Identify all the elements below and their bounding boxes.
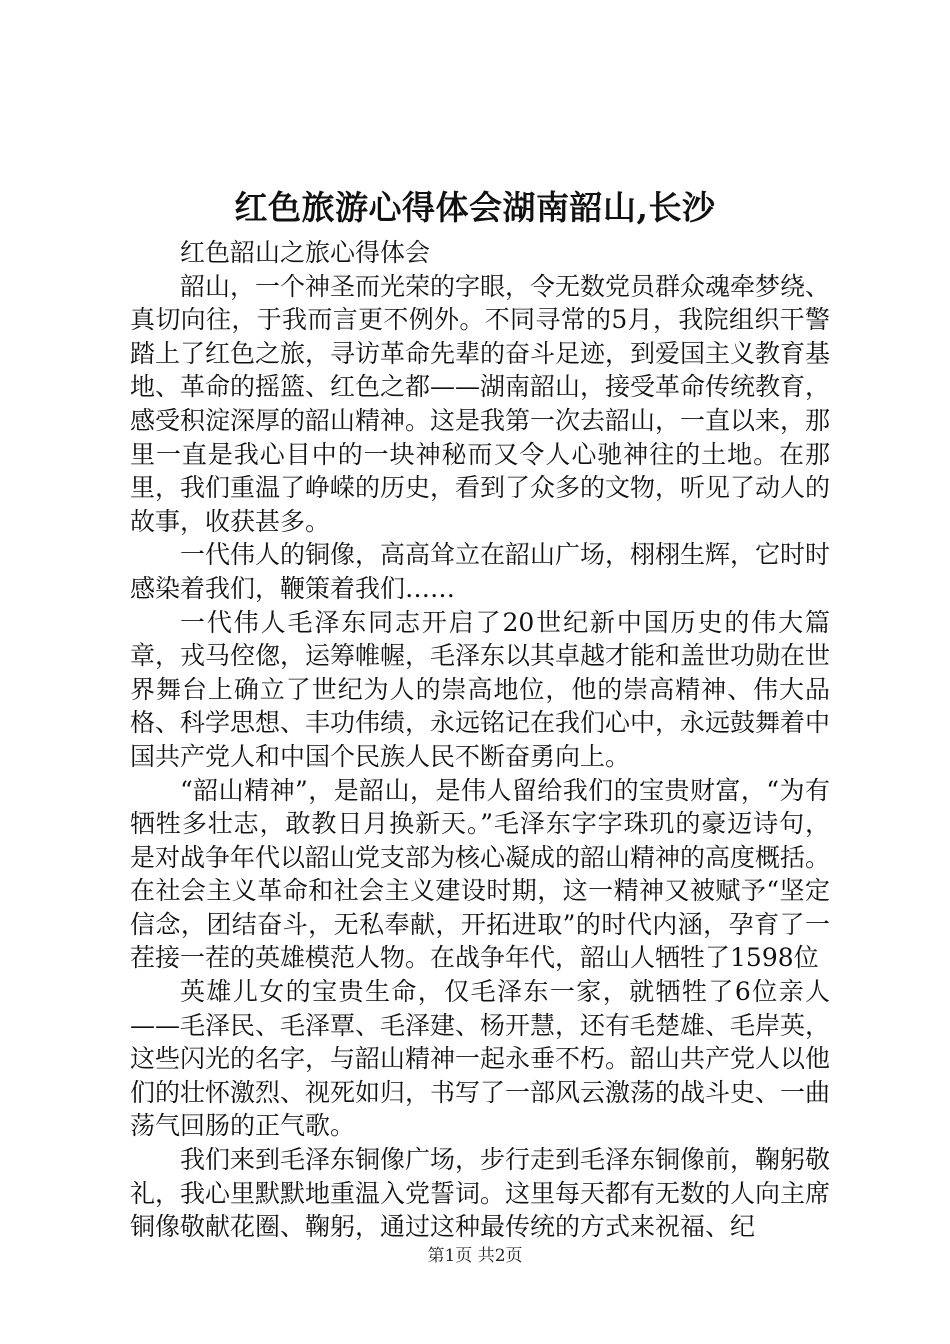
document-body	[130, 236, 830, 1244]
page-number-footer: 第1页 共2页	[427, 1246, 523, 1266]
paragraph: “韶山精神”，是韶山，是伟人留给我们的宝贵财富，“为有牺牲多壮志，敢教日月换新天。”毛泽东字字珠玑的豪迈诗句，是对战争年代以韶山党支部为核心凝成的韶山精神的高度概括。在社会主义革命和社会主义建设时期，这一精神又被赋予“坚定信念，团结奋斗，无私奉献，开拓进取”的时代内涵，孕育了一茬接一茬的英雄模范人物。在战争年代，韶山人牺牲了1598位	[130, 775, 831, 973]
paragraph: 英雄儿女的宝贵生命，仅毛泽东一家，就牺牲了6位亲人——毛泽民、毛泽覃、毛泽建、杨开慧，还有毛楚雄、毛岸英，这些闪光的名字，与韶山精神一起永垂不朽。韶山共产党人以他们的壮怀激烈、视死如归，书写了一部风云激荡的战斗史、一曲荡气回肠的正气歌。	[130, 977, 831, 1141]
paragraph: 一代伟人的铜像，高高耸立在韶山广场，栩栩生辉，它时时感染着我们，鞭策着我们……	[130, 540, 831, 603]
paragraph-subtitle: 红色韶山之旅心得体会	[180, 238, 431, 267]
paragraph: 一代伟人毛泽东同志开启了20世纪新中国历史的伟大篇章，戎马倥偬，运筹帷幄，毛泽东以其卓越才能和盖世功勋在世界舞台上确立了世纪为人的崇高地位，他的崇高精神、伟大品格、科学思想、丰功伟绩，永远铭记在我们心中，永远鼓舞着中国共产党人和中国个民族人民不断奋勇向上。	[130, 607, 831, 771]
paragraph: 韶山，一个神圣而光荣的字眼，令无数党员群众魂牵梦绕、真切向往，于我而言更不例外。不同寻常的5月，我院组织干警踏上了红色之旅，寻访革命先辈的奋斗足迹，到爱国主义教育基地、革命的摇篮、红色之都——湖南韶山，接受革命传统教育，感受积淀深厚的韶山精神。这是我第一次去韶山，一直以来，那里一直是我心目中的一块神秘而又令人心驰神往的土地。在那里，我们重温了峥嵘的历史，看到了众多的文物，听见了动人的故事，收获甚多。	[130, 271, 831, 536]
paragraph: 我们来到毛泽东铜像广场，步行走到毛泽东铜像前，鞠躬敬礼，我心里默默地重温入党誓词。这里每天都有无数的人向主席铜像敬献花圈、鞠躬，通过这种最传统的方式来祝福、纪	[130, 1145, 831, 1242]
document-title: 红色旅游心得体会湖南韶山,长沙	[234, 188, 716, 227]
